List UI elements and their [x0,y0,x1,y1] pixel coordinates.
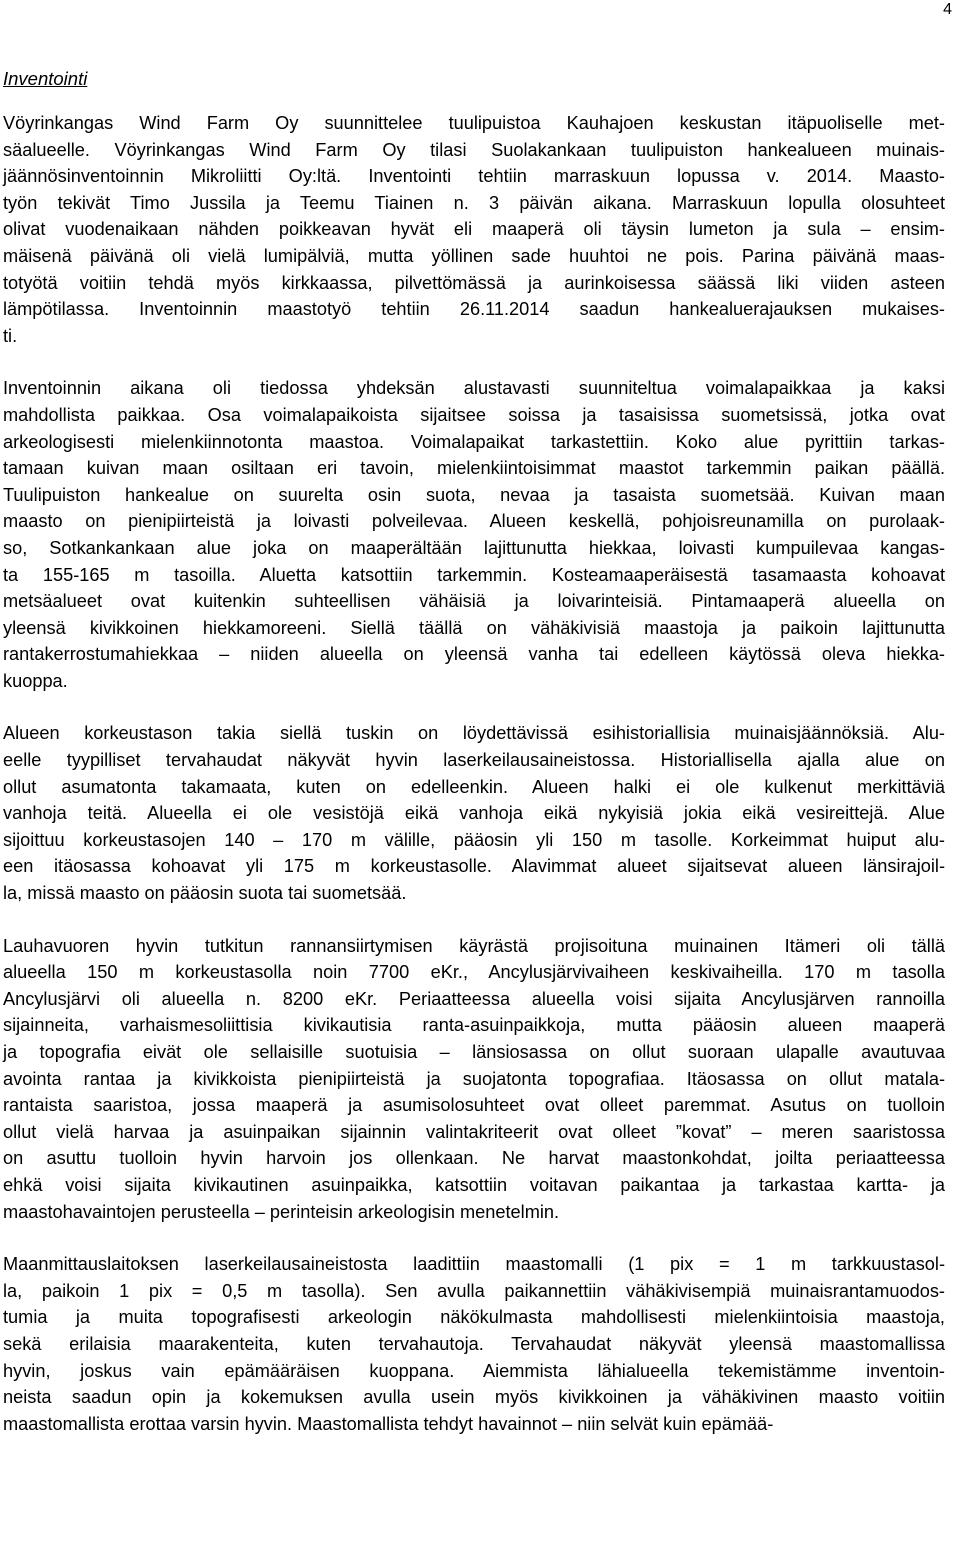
text-line: maastohavaintojen perusteella – perinteisin arkeologisin menetelmin. [3,1201,560,1222]
paragraph-5 [3,1251,945,1437]
text-line: yleensä kivikkoinen hiekkamoreeni. Siellä täällä on vähäkivisiä maastoja ja paikoin lajittunutta [3,617,945,638]
text-line: sijainneita, varhaismesoliittisia kivikautisia ranta-asuinpaikkoja, mutta pääosin alueen maaperä [3,1015,945,1036]
text-line: Vöyrinkangas Wind Farm Oy suunnittelee tuulipuistoa Kauhajoen keskustan itäpuoliselle met- [3,113,945,133]
text-line: jäännösinventoinnin Mikroliitti Oy:ltä. Inventointi tehtiin marraskuun lopussa v. 2014. Maasto- [3,166,945,187]
text-line: mäisenä päivänä oli vielä lumipälviä, mutta yöllinen sade huuhtoi ne pois. Parina päivänä maas- [3,245,945,266]
text-line: mahdollista paikkaa. Osa voimalapaikoista sijaitsee soissa ja tasaisissa suometsissä, jotka ovat [3,404,945,425]
text-line: avointa rantaa ja kivikkoista pienipiirteistä ja suojatonta topografiaa. Itäosassa on ollut matala- [3,1068,945,1089]
text-line: la, paikoin 1 pix = 0,5 m tasolla). Sen avulla paikannettiin vähäkivisempiä muinaisrantamuodos- [3,1280,945,1301]
paragraph-2 [3,375,945,694]
paragraph-4 [3,933,945,1226]
text-line: sijoittuu korkeustasojen 140 – 170 m välille, pääosin yli 150 m tasolle. Korkeimmat huiput alu- [3,829,945,850]
spacer [3,94,945,110]
document-body [3,64,945,1437]
text-line: hyvin, joskus vain epämääräisen kuoppana. Aiemmista lähialueella tekemistämme inventoin- [3,1360,945,1381]
text-line: Maanmittauslaitoksen laserkeilausaineistosta laadittiin maastomalli (1 pix = 1 m tarkkuustasol- [3,1254,945,1275]
text-line: ta 155-165 m tasoilla. Aluetta katsottiin tarkemmin. Kosteamaaperäisestä tasamaasta kohoavat [3,564,945,585]
text-line: lämpötilassa. Inventoinnin maastotyö tehtiin 26.11.2014 saadun hankealuerajauksen mukaises- [3,299,945,320]
spacer [3,907,945,933]
text-line: työn tekivät Timo Jussila ja Teemu Tiainen n. 3 päivän aikana. Marraskuun lopulla olosuhteet [3,192,945,213]
text-line: kuoppa. [3,670,68,691]
text-line: een itäosassa kohoavat yli 175 m korkeustasolle. Alavimmat alueet sijaitsevat alueen länsirajoil- [3,856,945,877]
text-line: neista saadun opin ja kokemuksen avulla usein myös kivikkoinen ja vähäkivinen maasto voitiin [3,1387,945,1408]
paragraph-3 [3,720,945,906]
text-line: Alueen korkeustason takia siellä tuskin on löydettävissä esihistoriallisia muinaisjäännöksiä. Alu- [3,723,945,744]
text-line: sekä erilaisia maarakenteita, kuten tervahautoja. Tervahaudat näkyvät yleensä maastomallissa [3,1333,945,1354]
text-line: ja topografia eivät ole sellaisille suotuisia – länsiosassa on ollut suoraan ulapalle avautuvaa [3,1042,945,1062]
text-line: Inventoinnin aikana oli tiedossa yhdeksän alustavasti suunniteltua voimalapaikkaa ja kaksi [3,378,945,399]
text-line: ti. [3,325,18,346]
text-line: tumia ja muita topografisesti arkeologin näkökulmasta mahdollisesti mielenkiintoisia maastoja, [3,1307,945,1328]
page-number: 4 [943,1,952,18]
section-title: Inventointi [3,68,88,89]
text-line: rantaista saaristoa, jossa maaperä ja asumisolosuhteet ovat olleet paremmat. Asutus on tuolloin [3,1095,945,1116]
text-line: arkeologisesti mielenkiinnotonta maastoa. Voimalapaikat tarkastettiin. Koko alue pyrittiin tarkas- [3,431,945,452]
text-line: on asuttu tuolloin hyvin harvoin jos ollenkaan. Ne harvat maastonkohdat, joilta periaatteessa [3,1148,945,1169]
text-line: maastomallista erottaa varsin hyvin. Maastomallista tehdyt havainnot – niin selvät kuin epämää- [3,1413,774,1434]
text-line: so, Sotkankankaan alue joka on maaperältään lajittunutta hiekkaa, loivasti kumpuilevaa kangas- [3,537,945,558]
text-line: tamaan kuivan maan osiltaan eri tavoin, mielenkiintoisimmat maastot tarkemmin paikan päällä. [3,458,945,479]
text-line: Ancylusjärvi oli alueella n. 8200 eKr. Periaatteessa alueella voisi sijaita Ancylusjärven rannoilla [3,988,945,1009]
text-line: olivat vuodenaikaan nähden poikkeavan hyvät eli maaperä oli täysin lumeton ja sula – ensim- [3,219,945,240]
text-line: eelle tyypilliset tervahaudat näkyvät hyvin laserkeilausaineistossa. Historiallisella ajalla alue on [3,750,945,771]
text-line: maasto on pienipiirteistä ja loivasti polveilevaa. Alueen keskellä, pohjoisreunamilla on purolaak- [3,511,945,532]
text-line: alueella 150 m korkeustasolla noin 7700 eKr., Ancylusjärvivaiheen keskivaiheilla. 170 m tasolla [3,962,945,983]
text-line: ollut vielä harvaa ja asuinpaikan sijainnin valintakriteerit ovat olleet ”kovat” – meren saaristossa [3,1121,945,1142]
text-line: Lauhavuoren hyvin tutkitun rannansiirtymisen käyrästä projisoituna muinainen Itämeri oli tällä [3,935,945,956]
spacer [3,349,945,375]
text-line: ollut asumatonta takamaata, kuten on edelleenkin. Alueen halki ei ole kulkenut merkittäviä [3,776,945,797]
text-line: metsäalueet ovat kuitenkin suhteellisen vähäisiä ja loivarinteisiä. Pintamaaperä alueella on [3,591,945,612]
text-line: rantakerrostumahiekkaa – niiden alueella on yleensä vanha tai edelleen käytössä oleva hiekka- [3,644,945,665]
paragraph-1 [3,110,945,349]
text-line: säalueelle. Vöyrinkangas Wind Farm Oy tilasi Suolakankaan tuulipuiston hankealueen muinais- [3,139,945,160]
text-line: totyötä voitiin tehdä myös kirkkaassa, pilvettömässä ja aurinkoisessa säässä liki viiden asteen [3,272,945,293]
spacer [3,694,945,720]
text-line: la, missä maasto on pääosin suota tai suometsää. [3,883,407,904]
spacer [3,1225,945,1251]
text-line: vanhoja teitä. Alueella ei ole vesistöjä eikä vanhoja eikä nykyisiä jokia eikä vesireittejä. Alue [3,803,945,824]
text-line: Tuulipuiston hankealue on suurelta osin suota, nevaa ja tasaista suometsää. Kuivan maan [3,484,945,505]
text-line: ehkä voisi sijaita kivikautinen asuinpaikka, katsottiin voitavan paikantaa ja tarkastaa kartta- ja [3,1174,945,1195]
